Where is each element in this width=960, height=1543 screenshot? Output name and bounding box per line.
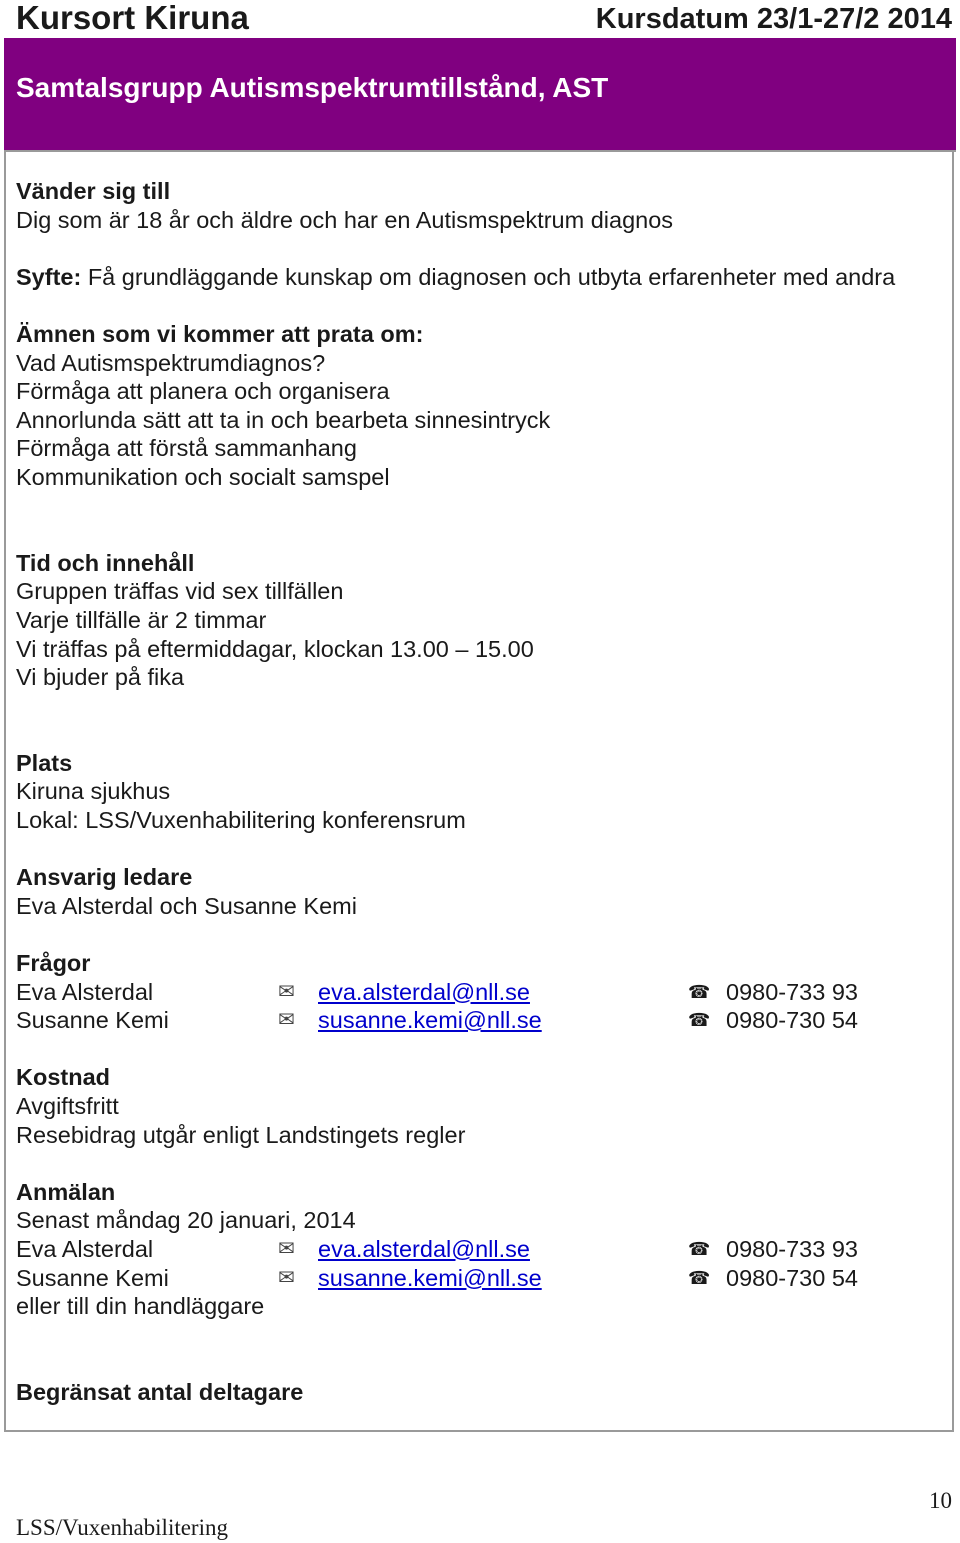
purpose-label: Syfte: [16,263,82,290]
place-line: Lokal: LSS/Vuxenhabilitering konferensrum [16,807,466,834]
questions-heading: Frågor [16,950,91,977]
registration-note: eller till din handläggare [16,1293,265,1320]
leaders-text: Eva Alsterdal och Susanne Kemi [16,892,357,919]
contact-name: Susanne Kemi [16,1007,169,1034]
course-location: Kursort Kiruna [16,0,249,36]
email-link[interactable]: susanne.kemi@nll.se [318,1007,542,1034]
schedule-line: Vi bjuder på fika [16,664,185,691]
participant-limit: Begränsat antal deltagare [16,1378,304,1405]
registration-heading: Anmälan [16,1178,116,1205]
topic-item: Kommunikation och socialt samspel [16,463,390,490]
course-dates: Kursdatum 23/1-27/2 2014 [595,3,952,35]
target-text: Dig som är 18 år och äldre och har en Autismspektrum diagnos [16,206,674,233]
telephone-icon: ☎ [688,981,711,1002]
contact-row [16,1006,946,1035]
title-banner [4,38,956,152]
topic-item: Annorlunda sätt att ta in och bearbeta sinnesintryck [16,406,551,433]
contact-phone: 0980-730 54 [726,1264,858,1291]
cost-line: Avgiftsfritt [16,1093,119,1119]
cost-line: Resebidrag utgår enligt Landstingets regler [16,1121,466,1148]
place-line: Kiruna sjukhus [16,778,171,805]
email-link[interactable]: susanne.kemi@nll.se [318,1264,542,1291]
topics-heading: Ämnen som vi kommer att prata om: [16,320,424,347]
topic-item: Vad Autismspektrumdiagnos? [16,349,326,376]
contact-name: Susanne Kemi [16,1264,169,1291]
cost-heading: Kostnad [16,1064,110,1091]
contact-phone: 0980-733 93 [726,1235,858,1262]
envelope-icon: ✉ [278,1237,295,1260]
purpose-line [16,263,946,292]
envelope-icon: ✉ [278,980,295,1003]
leaders-heading: Ansvarig ledare [16,864,193,891]
page-number: 10 [929,1488,952,1513]
telephone-icon: ☎ [688,1010,711,1031]
contact-name: Eva Alsterdal [16,978,154,1005]
telephone-icon: ☎ [688,1238,711,1259]
schedule-line: Varje tillfälle är 2 timmar [16,606,267,633]
contact-phone: 0980-730 54 [726,1007,858,1034]
topic-item: Förmåga att planera och organisera [16,378,390,405]
contact-phone: 0980-733 93 [726,978,858,1005]
target-heading: Vänder sig till [16,178,171,204]
contact-row [16,978,946,1007]
schedule-line: Vi träffas på eftermiddagar, klockan 13.00 – 15.00 [16,635,534,662]
schedule-heading: Tid och innehåll [16,549,195,576]
topic-item: Förmåga att förstå sammanhang [16,435,357,462]
page-title: Samtalsgrupp Autismspektrumtillstånd, AST [16,72,609,103]
contact-row [16,1264,946,1293]
document-body [16,177,946,1407]
email-link[interactable]: eva.alsterdal@nll.se [318,978,530,1005]
email-link[interactable]: eva.alsterdal@nll.se [318,1235,530,1262]
contact-row [16,1235,946,1264]
place-heading: Plats [16,749,73,776]
contact-name: Eva Alsterdal [16,1235,154,1262]
footer-organization: LSS/Vuxenhabilitering [16,1515,228,1540]
registration-deadline: Senast måndag 20 januari, 2014 [16,1207,356,1234]
envelope-icon: ✉ [278,1009,295,1032]
purpose-text: Få grundläggande kunskap om diagnosen och utbyta erfarenheter med andra [81,263,896,290]
telephone-icon: ☎ [688,1267,711,1288]
schedule-line: Gruppen träffas vid sex tillfällen [16,578,344,605]
envelope-icon: ✉ [278,1266,295,1289]
page-header [0,0,960,40]
